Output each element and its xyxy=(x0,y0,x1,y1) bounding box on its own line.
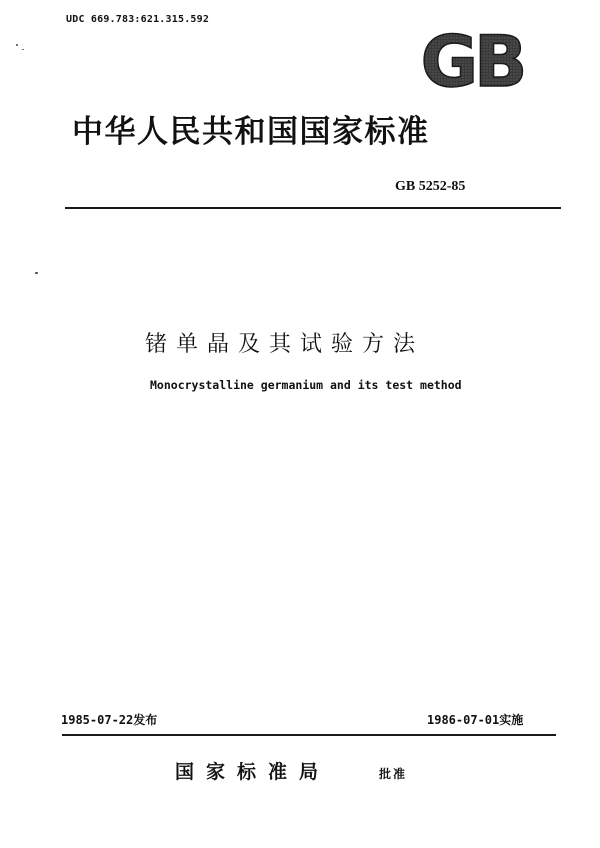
gb-logo-icon xyxy=(414,28,530,92)
scan-speck xyxy=(35,272,38,274)
issue-date: 1985-07-22发布 xyxy=(61,713,158,727)
country-standard-title: 中华人民共和国国家标准 xyxy=(72,114,430,150)
scan-speck xyxy=(16,44,18,46)
implementation-date: 1986-07-01实施 xyxy=(427,713,524,727)
chinese-title: 锗单晶及其试验方法 xyxy=(145,332,425,357)
udc-code: UDC 669.783:621.315.592 xyxy=(66,14,210,25)
bottom-divider xyxy=(62,734,556,736)
issuing-authority: 国家标准局 xyxy=(175,761,331,783)
english-title: Monocrystalline germanium and its test method xyxy=(150,378,462,392)
gb-logo-text: GB xyxy=(420,28,524,92)
standard-number: GB 5252-85 xyxy=(395,179,466,194)
approval-label: 批准 xyxy=(379,767,408,781)
scan-speck xyxy=(22,49,24,50)
top-divider xyxy=(65,207,561,209)
